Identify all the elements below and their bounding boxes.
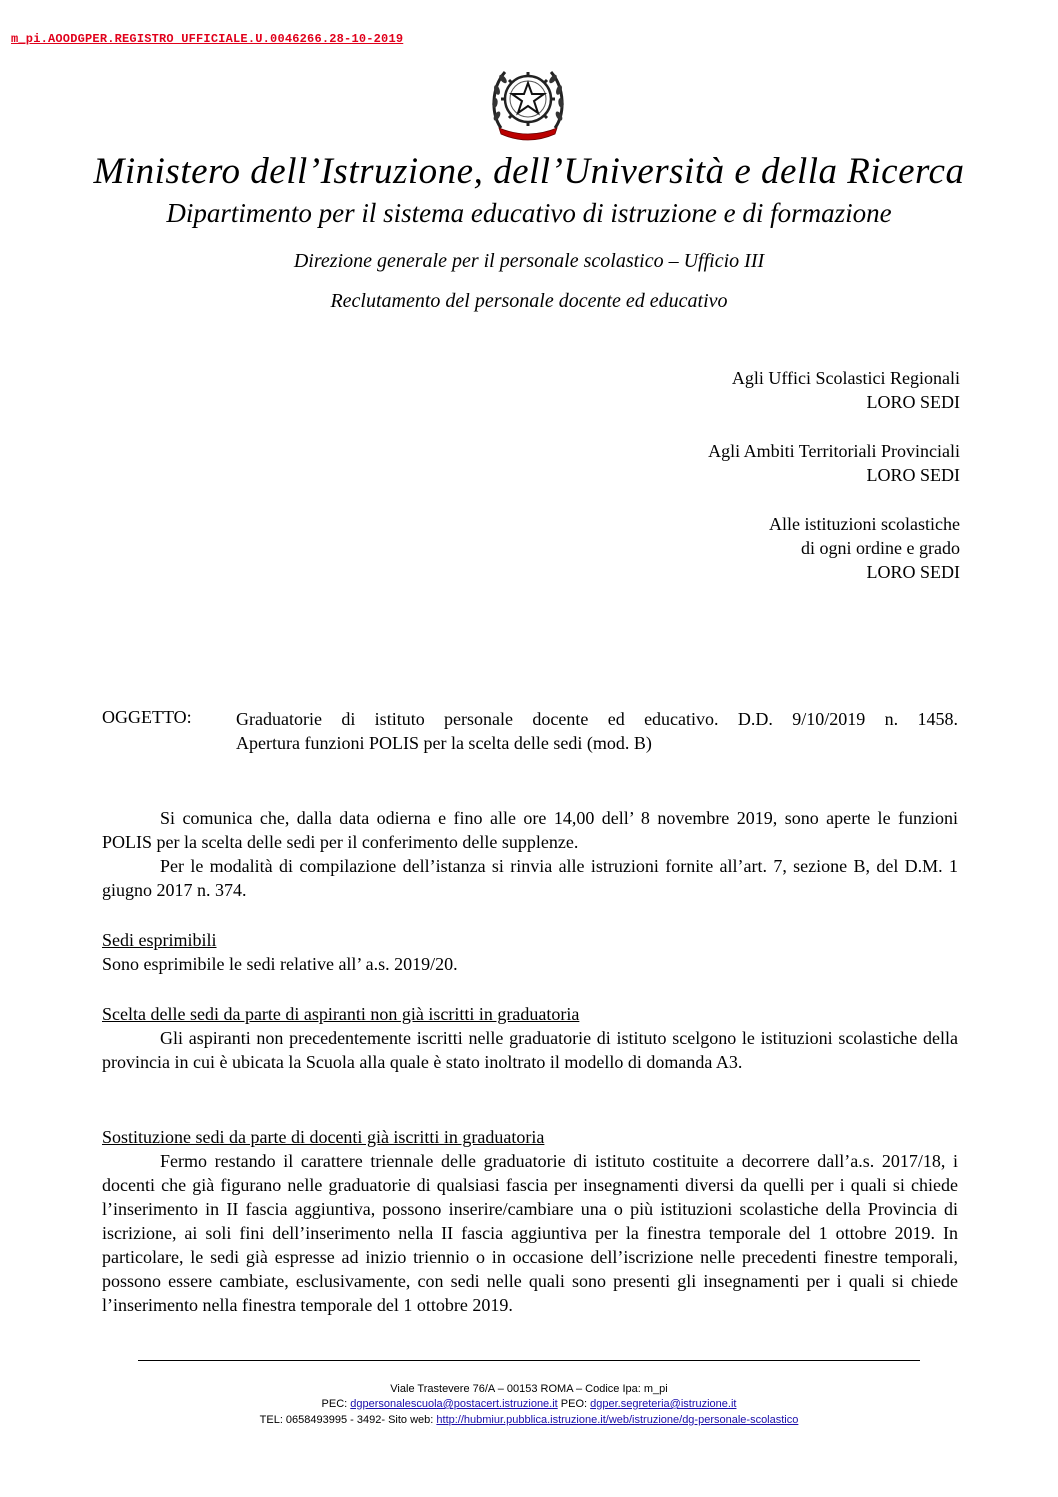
italian-republic-emblem-icon: [487, 58, 569, 142]
recipient-line: LORO SEDI: [866, 392, 960, 412]
intro-section: [102, 806, 958, 902]
recipient-line: di ogni ordine e grado: [801, 538, 960, 558]
section-sostituzione-sedi: [102, 1125, 958, 1317]
body-paragraph: Si comunica che, dalla data odierna e fino alle ore 14,00 dell’ 8 novembre 2019, sono aperte le funzioni POLIS per la scelta delle sedi per il conferimento delle supplenze.: [102, 808, 958, 852]
body-paragraph: Gli aspiranti non precedentemente iscritti nelle graduatorie di istituto scelgono le istituzioni scolastiche della provincia in cui è ubicata la Scuola alla quale è stato inoltrato il modello di domanda A3.: [102, 1028, 958, 1072]
pec-label: PEC:: [321, 1398, 348, 1410]
recipient-block: [769, 512, 960, 584]
peo-email-link[interactable]: dgper.segreteria@istruzione.it: [590, 1398, 737, 1410]
body-paragraph: Sono esprimibile le sedi relative all’ a.s. 2019/20.: [102, 954, 458, 974]
recipient-line: Alle istituzioni scolastiche: [769, 514, 960, 534]
section-title: Sedi esprimibili: [102, 930, 217, 950]
section-title: Sostituzione sedi da parte di docenti già iscritti in graduatoria: [102, 1127, 545, 1147]
section-sedi-esprimibili: [102, 928, 958, 976]
recipient-line: Agli Ambiti Territoriali Provinciali: [708, 441, 960, 461]
office-title: Reclutamento del personale docente ed educativo: [330, 290, 728, 312]
peo-label: PEO:: [560, 1398, 588, 1410]
recipient-block: [708, 439, 960, 487]
ministry-title: Ministero dell’Istruzione, dell’Università e della Ricerca: [93, 151, 965, 192]
pec-email-link[interactable]: dgpersonalescuola@postacert.istruzione.it: [350, 1398, 558, 1410]
footer-divider: [138, 1360, 920, 1361]
section-title: Scelta delle sedi da parte di aspiranti non già iscritti in graduatoria: [102, 1004, 580, 1024]
recipient-line: Agli Uffici Scolastici Regionali: [731, 368, 960, 388]
subject-label: OGGETTO:: [102, 707, 192, 727]
recipient-line: LORO SEDI: [866, 465, 960, 485]
recipient-block: [732, 366, 960, 414]
body-paragraph: Fermo restando il carattere triennale delle graduatorie di istituto costituite a decorrere dall’a.s. 2017/18, i docenti che già figurano nelle graduatorie di qualsiasi fascia per insegnamenti diversi da quelli per i quali si chiede l’inserimento in II fascia aggiuntiva, possono inserire/cambiare una o più istituzioni scolastiche della Provincia di iscrizione, ai soli fini dell’inserimento nella II fascia aggiuntiva per la finestra temporale del 1 ottobre 2019. In particolare, le sedi già espresse ad inizio triennio o in occasione dell’iscrizione nelle precedenti finestre temporali, possono essere cambiate, esclusivamente, con sedi nelle quali sono presenti gli insegnamenti per i quali si chiede l’inserimento nella finestra temporale del 1 ottobre 2019.: [102, 1151, 958, 1315]
subject-line: Graduatorie di istituto personale docente ed educativo. D.D. 9/10/2019 n. 1458.: [236, 709, 958, 729]
department-title: Dipartimento per il sistema educativo di istruzione e di formazione: [166, 198, 892, 228]
protocol-stamp: m_pi.AOODGPER.REGISTRO UFFICIALE.U.0046266.28-10-2019: [11, 32, 404, 46]
footer-contacts: [0, 1413, 1058, 1428]
body-paragraph: Per le modalità di compilazione dell’istanza si rinvia alle istruzioni fornite all’art. 7, sezione B, del D.M. 1 giugno 2017 n. 374.: [102, 856, 958, 900]
phone-text: TEL: 0658493995 - 3492- Sito web:: [259, 1414, 434, 1426]
recipient-line: LORO SEDI: [866, 562, 960, 582]
website-link[interactable]: http://hubmiur.pubblica.istruzione.it/web/istruzione/dg-personale-scolastico: [436, 1414, 799, 1426]
directorate-title: Direzione generale per il personale scolastico – Ufficio III: [293, 250, 765, 272]
footer-emails: [0, 1397, 1058, 1412]
subject-text: [236, 707, 958, 755]
section-scelta-sedi: [102, 1002, 958, 1074]
footer-address: Viale Trastevere 76/A – 00153 ROMA – Codice Ipa: m_pi: [390, 1383, 668, 1395]
subject-line: Apertura funzioni POLIS per la scelta delle sedi (mod. B): [236, 733, 652, 753]
